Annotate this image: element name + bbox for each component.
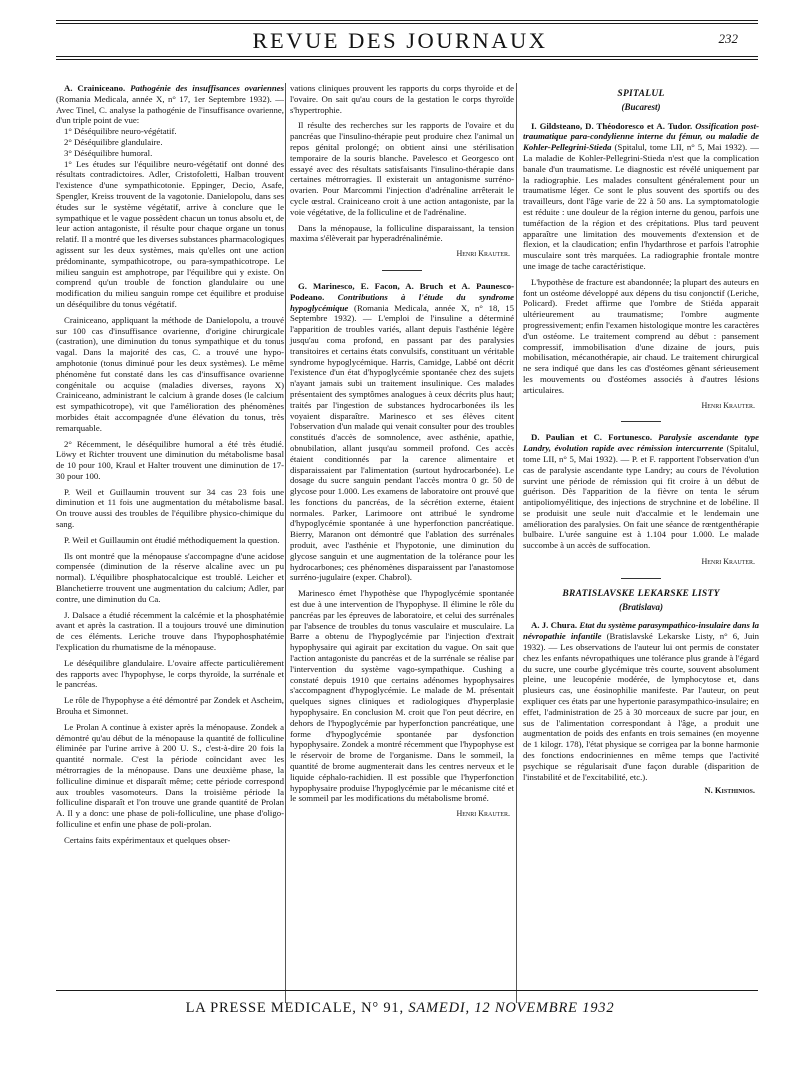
column-3 (516, 83, 759, 1003)
separator (382, 270, 422, 271)
signature: Henri Krauter. (456, 809, 510, 819)
journal-section-title: REVUE DES JOURNAUX (252, 28, 548, 53)
paragraph: P. Weil et Guillaumin trouvent sur 34 cas 23 fois une diminution et 11 fois une augmentation du métabolisme basal. On trouve aussi des troubles de l'équilibre physico-chimique du sang. (56, 486, 284, 530)
article-reference: (Spitalul, tome LII, n° 5, Mai 1932). — P. et F. rapportent l'observation d'un cas de paralysie ascendante type Landry; au cours de l'évolution survint une période de rémission qui fit croire à un début de guérison. Dès l'apparition de la fièvre on tenta le sérum antipoliomyélitique, des injections de strychnine et de lobéline. Il se produisit une seule nuit d'accalmie et le lendemain une amélioration des paralysies. On fait une séance de rœntgenthérapie bulbaire. L'urée sanguine est à 1.104 pour 1.000. Le malade succombe à un accès de suffocation. (523, 443, 759, 551)
article-header (523, 121, 759, 272)
article-reference: (Romania Medicala, année X, n° 17, 1er Septembre 1932). — Avec Tinel, C. analyse la pathogénie de l'insuffisance ovarienne, d'un triple point de vue: (56, 93, 284, 126)
paragraph: Il résulte des recherches sur les rapports de l'ovaire et du pancréas que l'insulino-thérapie peut produire chez l'animal un repos génital prolongé; on obtient ainsi une stérilisation temporaire de la souris blanche. Pavelesco et Georgesco ont essayé avec des résultats satisfaisants l'insulino-thérapie dans certaines métrorragies. Il existerait un antagonisme surréno-ovarien. Pour Marcommi l'injection d'adrénaline arrêterait le cycle œstral. Crainiceano croit à une action antagoniste, par la voie végétative, de la folliculine et de l'adrénaline. (290, 120, 514, 217)
article-authors: D. Paulian et C. Fortunesco. (531, 432, 653, 443)
footer-rule (56, 990, 758, 991)
page-number: 232 (718, 31, 738, 46)
article-authors: I. Gildsteano, D. Théodoresco et A. Tudor. (531, 120, 693, 131)
article-header (290, 281, 514, 583)
signature: Henri Krauter. (701, 400, 755, 410)
article-header (56, 83, 284, 126)
footer-publication: LA PRESSE MEDICALE, N° 91, (185, 1000, 409, 1016)
paragraph: Certains faits expérimentaux et quelques obser- (64, 834, 231, 845)
journal-city: (Bratislava) (619, 601, 663, 612)
article-reference: (Spitalul, tome LII, n° 5, Mai 1932). — La maladie de Kohler-Pellegrini-Stieda n'est que la complication banale d'un traumatisme. Le diagnostic est révélé uniquement par la radiographie. Les malades consultent généralement pour un traumatisme léger. Ce sont le plus souvent des sportifs ou des travailleurs, dont l'âge varie de 22 à 50 ans. La symptomatologie est réduite : une douleur de la région interne du genou, parfois une tuméfaction de la région et des crépitations. Plus tard peuvent apparaître une limitation des mouvements d'extension et de flexion, et la claudication; enfin l'hydarthrose et parfois l'atrophie musculaire sont très marquées. La radiographie frontale montre une image de tache caractéristique. (523, 142, 759, 271)
list-item: 3° Déséquilibre humoral. (64, 147, 153, 158)
paragraph: Crainiceano, appliquant la méthode de Danielopolu, a trouvé sur 100 cas d'insuffisance ovarienne, d'origine chirurgicale (castration), une diminution du tonus sympathique et du tonus vagal. Dans la majorité des cas, C. a trouvé une hypo-amphotonie (tonus diminué pour les deux systèmes). Le même phénomène fut constaté dans les cas d'insuffisance ovarienne congénitale ou acquise (maladies diverses, rayons X) Crainiceano, administrant le calcium à grande doses (le calcium est sympathicotrope), vit que l'amélioration des phénomènes morbides était accompagnée d'une élévation du tonus, très remarquable. (56, 314, 284, 433)
article-title: Contributions à l'étude du syndrome hypoglycémique (290, 291, 514, 313)
article-title: Etat du système parasympathico-insulaire dans la névropathie infantile (523, 620, 759, 642)
article-title: Pathogénie des insuffisances ovariennes (130, 83, 284, 93)
list-item: 1° Déséquilibre neuro-végétatif. (64, 126, 177, 137)
separator (621, 578, 661, 579)
signature: N. Kisthinios. (704, 785, 755, 796)
paragraph: P. Weil et Guillaumin ont étudié méthodiquement la question. (64, 534, 280, 545)
header-rule-bottom (56, 56, 758, 60)
column-2 (285, 83, 514, 1003)
article-header (523, 432, 759, 551)
article-header (523, 620, 759, 782)
article-authors: A. Crainiceano. (64, 83, 126, 93)
signature: Henri Krauter. (701, 557, 755, 567)
paragraph: Le déséquilibre glandulaire. L'ovaire affecte particulièrement des rapports avec l'hypophyse, le corps thyroïde, la surrénale et le pancréas. (56, 657, 284, 690)
journal-name: SPITALUL (617, 89, 665, 99)
paragraph: Le rôle de l'hypophyse a été démontré par Zondek et Ascheim, Brouha et Simonnet. (56, 695, 284, 717)
signature: Henri Krauter. (456, 249, 510, 259)
header-rule-top (56, 20, 758, 24)
paragraph: vations cliniques prouvent les rapports du corps thyroïde et de l'ovaire. On sait qu'au cours de la gestation le corps thyroïde s'hypertrophie. (290, 83, 514, 115)
paragraph: Ils ont montré que la ménopause s'accompagne d'une acidose compensée (diminution de la réserve alcaline avec un pu normal). L'équilibre phosphatocalcique est troublé. Leicher et Blanchetierre trouvent une augmentation du calcium; Adler, par contre, une diminution du Ca. (56, 550, 284, 604)
paragraph: L'hypothèse de fracture est abandonnée; la plupart des auteurs en font un ostéome développé aux dépens du tisu conjonctif (Leriche, Policard). Fredet affirme que l'ombre de Stiéda apparait ultérieurement au traumatisme; l'ombre augmente progressivement; enfin l'examen histologique montre les caractères d'un ostéome. Le traitement comprend au début : pansement compressif, immobilisation d'une dizaine de jours, puis mobilisation, mécanothérapie, air chaud. Le traitement chirurgical ne sera indiqué que dans les cas d'ostéomes gênant sérieusement les mouvements ou d'ostéomes associés à d'autres lésions articulaires. (523, 276, 759, 395)
column-1 (56, 83, 284, 1003)
article-authors: G. Marinesco, E. Facon, A. Bruch et A. Paunesco-Podeano. (290, 280, 514, 302)
journal-city: (Bucarest) (621, 101, 661, 112)
list-item: 2° Déséquilibre glandulaire. (64, 136, 163, 147)
paragraph: Dans la ménopause, la folliculine disparaissant, la tension maxima s'élèverait par hyperadrénalinémie. (290, 222, 514, 244)
article-authors: A. J. Chura. (531, 620, 578, 631)
paragraph: Le Prolan A continue à exister après la ménopause. Zondek a démontré qu'au début de la ménopause la quantité de folliculine éliminée par l'urine arrive à 200 U. S., c'est-à-dire 20 fois la quantité normale. C'est la période coïncidant avec les métrorragies de la ménopause. Dans une deuxième phase, la folliculine diminue et disparaît même; cette période correspond aux troubles vasomoteurs. Dans la troisième période la folliculine disparaît et l'on trouve une grande quantité de Prolan A. Il y a donc: une phase de poli-folliculine, une phase d'oligo-folliculine et enfin une phase de poli-prolan. (56, 721, 284, 829)
separator (621, 421, 661, 422)
article-title: Paralysie ascendante type Landry, évolution rapide avec rémission intercurrente (523, 432, 759, 454)
article-title: Ossification post-traumatique para-condylienne interne du fémur, ou maladie de Kohler-Pellegrini-Stieda (523, 120, 759, 153)
paragraph: 2° Récemment, le déséquilibre humoral a été très étudié. Löwy et Richter trouvent une diminution du métabolisme basal de 10 pour 100, Kraul et Halter trouvent une diminution de 17-30 pour 100. (56, 438, 284, 481)
footer-date: SAMEDI, 12 NOVEMBRE 1932 (408, 1000, 615, 1016)
journal-name: BRATISLAVSKE LEKARSKE LISTY (562, 588, 720, 599)
paragraph: Marinesco émet l'hypothèse que l'hypoglycémie spontanée est due à une intervention de l'hypophyse. Il élimine le rôle du pancréas par les épreuves de laboratoire, et celui des surrénales par l'absence de troubles du tonus vasculaire et musculaire. La Barre a obtenu de l'hypoglycémie par l'injection d'extrait hypophysaire qui agirait par excitation du vague. On sait que l'action antagoniste du pancréas et de la surrénale se réalise par l'intervention du système vago-sympathique. Cushing a constaté depuis 1910 que certains adénomes hypophysaires s'accompagnent d'hypoglycémie. Le malade de M. présentait quelques signes cliniques et radiologiques d'hyperplasie hypophysaire. En conclusion M. croit que l'on peut décrire, en dehors de l'hypoglycémie par hyperfonction pancréatique, une forme d'hypoglycémie spontanée par dysfonction hypophysaire. Zondek a montré récemment que l'hypophyse est le réservoir de brome de l'organisme. Dans le sommeil, la quantité de brome augmenterait dans les centres nerveux et le liquide céphalo-rachidien. Il est possible que l'hyperfonction hypophysaire produise l'hypoglycémie par le mécanisme cité et le sommeil par les modifications du métabolisme bromé. (290, 588, 514, 804)
paragraph: 1° Les études sur l'équilibre neuro-végétatif ont donné des résultats contradictoires. Adler, Cristofoletti, Halban trouvent l'existence d'une sympathicotonie. Eppinger, Decio, Asafe, Spengler, Kreiss trouvent de la vagotonie. Danielopolu, dans ses études sur le système végétatif, arrive à conclure que le sympathique et le vague possèdent chacun un tonus absolu et, de leur action antagoniste, il résulte pour chaque organe un tonus relatif. Il a montré que les diverses substances pharmacologiques agissent sur les deux systèmes, mais qu'elles ont une action prédominante, sympathicotrope, ou para-sympathicotrope. Le milieu sanguin est amphotrope, par l'équilibre qui y existe. On comprend qu'un trouble de fonction glandulaire ou une modification du milieu sanguin rompe cet équilibre et produise un déséquilibre du tonus végétatif. (56, 158, 284, 309)
paragraph: J. Dalsace a étudié récemment la calcémie et la phosphatémie avant et après la castration. Il a toujours trouvé une diminution de ces éléments. Leriche trouve dans l'hypophosphatémie l'explication du rhumatisme de la ménopause. (56, 609, 284, 653)
article-reference: (Bratislavské Lekarske Listy, n° 6, Juin 1932). — Les observations de l'auteur lui ont permis de constater chez les enfants névropathiques une tolérance plus grande à l'égard du sucre, une courbe glycémique très courte, souvent absolument pleine, une leucopénie modérée, de lymphocytose et, dans plusieurs cas, une éosinophilie manifeste. Par l'auteur, on peut expliquer ces états par une hypertonie parasympathico-insulaire; en effet, l'administration de 25 à 30 morceaux de sucre par jour, en sus de l'alimentation correspondant à l'âge, a produit une augmentation de poids des enfants en trois semaines (en moyenne de 1 kilogr. 178), l'état physique se corrigea par la bonne harmonie des fonctions endocriniennes en même temps que l'activité psychique se régularisait d'une façon durable (disparition de l'instabilité et de l'excitabilité, etc.). (523, 631, 759, 782)
article-reference: (Romania Medicala, année X, n° 18, 15 Septembre 1932). — L'emploi de l'insuline a déterminé l'apparition de troubles variés, allant depuis l'asthénie légère jusqu'au coma profond, en passant par des paralysies transitoires et certains états convulsifs, constituant un véritable syndrome hypoglycémique. Harris, Camidge, Labbé ont décrit l'existence d'un état d'hypoglycémie spontanée chez des sujets n'ayant jamais subi un traitement insulinique. Ces malades présentaient des symptômes analogues à ceux décrits plus haut; traités par l'ingestion de substances hydrocarbonées ils les voyaient disparaître. Marinesco et ses élèves citent l'observation d'un malade qui venait consulter pour des troubles constitués d'accès de somnolence, avec asthénie, apathie, obnubilation, allant jusqu'au sommeil profond. Ces accès étaient conditionnés par la carence alimentaire et disparaissaient par l'alimentation (surtout hydrocarbonée). Le dosage du sucre sanguin pendant l'accès montra 0 gr. 50 de glycose pour 1.000. Les examens de laboratoire ont prouvé que les fonctions du pancréas, de la sécrétion externe, étaient normales. Parker, Larimoore ont attribué le syndrome d'hypoglycémie spontanée à une hyperfonction pancréatique. Bierry, Maranon ont démontré que l'ablation des surrénales produit, avec l'asthénie et l'hypotonie, une diminution du glycose sanguin et une augmentation de la tolérance pour les hydrocarbones; ces phénomènes disparaissent par l'anastomose surréno-jugulaire (exper. Chabrol). (290, 302, 514, 583)
page-footer (0, 1000, 800, 1017)
